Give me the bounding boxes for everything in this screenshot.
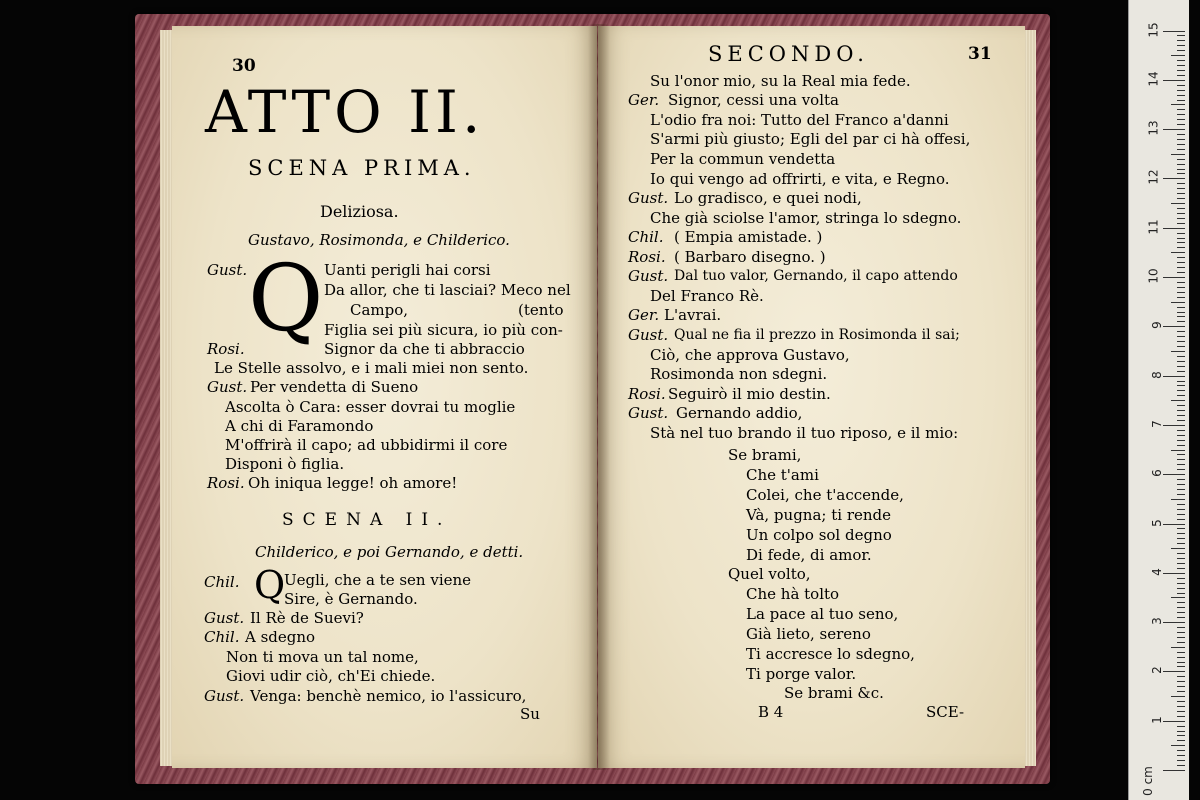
- ruler-tick: [1163, 573, 1185, 574]
- speaker-label: Gust.: [207, 378, 248, 396]
- ruler-number: 14: [1146, 71, 1161, 87]
- ruler-tick: [1177, 666, 1185, 667]
- speaker-label: Rosi.: [207, 340, 245, 358]
- ruler-tick: [1171, 450, 1185, 451]
- ruler-tick: [1177, 223, 1185, 224]
- ruler-tick: [1163, 31, 1185, 32]
- ruler-tick: [1177, 70, 1185, 71]
- ruler-number: 4: [1150, 567, 1165, 576]
- catchword-right: SCE-: [926, 703, 965, 721]
- ruler-tick: [1177, 686, 1185, 687]
- verse-line: ( Barbaro disegno. ): [674, 248, 826, 266]
- speaker-label: Rosi.: [628, 385, 666, 403]
- ruler-number: 10: [1146, 268, 1161, 284]
- ruler-tick: [1171, 203, 1185, 204]
- speaker-label: Gust.: [628, 326, 669, 344]
- speaker-label: Rosi.: [628, 248, 666, 266]
- aria-line: La pace al tuo seno,: [746, 605, 899, 623]
- act-title: ATTO II.: [205, 78, 485, 146]
- verse-line: Lo gradisco, e quei nodi,: [674, 189, 862, 207]
- ruler-tick: [1177, 706, 1185, 707]
- verse-line: Ascolta ò Cara: esser dovrai tu moglie: [225, 398, 516, 416]
- ruler-tick: [1171, 351, 1185, 352]
- ruler-tick: [1177, 583, 1185, 584]
- ruler-tick: [1177, 514, 1185, 515]
- verse-line: Rosimonda non sdegni.: [650, 365, 828, 383]
- ruler-tick: [1177, 65, 1185, 66]
- ruler-tick: [1177, 538, 1185, 539]
- ruler-tick: [1163, 622, 1185, 623]
- ruler-tick: [1177, 242, 1185, 243]
- ruler-tick: [1177, 139, 1185, 140]
- ruler-tick: [1177, 415, 1185, 416]
- ruler-tick: [1177, 735, 1185, 736]
- ruler-tick: [1177, 346, 1185, 347]
- ruler-tick: [1177, 169, 1185, 170]
- verse-line: Che già sciolse l'amor, stringa lo sdegno.: [650, 209, 962, 227]
- verse-line: Il Rè de Suevi?: [250, 609, 364, 627]
- ruler-tick: [1171, 252, 1185, 253]
- ruler-tick: [1177, 558, 1185, 559]
- drop-cap-q-small: Q: [254, 563, 286, 607]
- ruler-tick: [1163, 129, 1185, 130]
- ruler-tick: [1177, 469, 1185, 470]
- ruler-tick: [1177, 459, 1185, 460]
- ruler-tick: [1177, 494, 1185, 495]
- ruler-tick: [1177, 642, 1185, 643]
- ruler-tick: [1177, 208, 1185, 209]
- ruler-tick: [1177, 100, 1185, 101]
- ruler-tick: [1177, 637, 1185, 638]
- ruler-unit: 0 cm: [1141, 766, 1156, 796]
- aria-line: Di fede, di amor.: [746, 546, 872, 564]
- speaker-label: Chil.: [628, 228, 664, 246]
- ruler-tick: [1177, 366, 1185, 367]
- ruler-tick: [1177, 617, 1185, 618]
- ruler-tick: [1171, 696, 1185, 697]
- ruler-tick: [1177, 114, 1185, 115]
- ruler-tick: [1177, 701, 1185, 702]
- speaker-label: Rosi.: [207, 474, 245, 492]
- ruler-tick: [1177, 85, 1185, 86]
- ruler-tick: [1177, 267, 1185, 268]
- ruler-tick: [1177, 740, 1185, 741]
- ruler-tick: [1177, 247, 1185, 248]
- ruler-tick: [1177, 307, 1185, 308]
- setting-label: Deliziosa.: [320, 202, 399, 221]
- ruler-tick: [1177, 188, 1185, 189]
- ruler-tick: [1177, 75, 1185, 76]
- ruler-tick: [1177, 124, 1185, 125]
- ruler-tick: [1177, 632, 1185, 633]
- aria-line: Se brami &c.: [784, 684, 884, 702]
- verse-line: Figlia sei più sicura, io più con-: [324, 321, 563, 339]
- ruler-tick: [1177, 765, 1185, 766]
- ruler-tick: [1171, 104, 1185, 105]
- ruler-tick: [1163, 277, 1185, 278]
- ruler-tick: [1163, 178, 1185, 179]
- ruler-tick: [1171, 499, 1185, 500]
- ruler-tick: [1177, 60, 1185, 61]
- verse-line: Venga: benchè nemico, io l'assicuro,: [250, 687, 527, 705]
- ruler-tick: [1177, 198, 1185, 199]
- ruler-tick: [1177, 602, 1185, 603]
- verse-line: Campo,: [350, 301, 409, 319]
- ruler-tick: [1177, 627, 1185, 628]
- speaker-label: Gust.: [207, 261, 248, 279]
- aria-line: Già lieto, sereno: [746, 625, 871, 643]
- ruler-tick: [1171, 548, 1185, 549]
- ruler-tick: [1171, 55, 1185, 56]
- ruler-tick: [1177, 109, 1185, 110]
- ruler-tick: [1177, 164, 1185, 165]
- ruler-tick: [1177, 578, 1185, 579]
- aria-line: Ti porge valor.: [746, 665, 857, 683]
- verse-line: Da allor, che ti lasciai? Meco nel: [324, 281, 571, 299]
- aria-line: Và, pugna; ti rende: [746, 506, 892, 524]
- ruler-tick: [1177, 297, 1185, 298]
- ruler-tick: [1171, 647, 1185, 648]
- verse-line: Gernando addio,: [676, 404, 803, 422]
- verse-line: Sire, è Gernando.: [284, 590, 418, 608]
- ruler-tick: [1177, 410, 1185, 411]
- ruler-tick: [1177, 504, 1185, 505]
- ruler-tick: [1177, 445, 1185, 446]
- ruler-tick: [1177, 652, 1185, 653]
- ruler-tick: [1171, 302, 1185, 303]
- aria-line: Ti accresce lo sdegno,: [746, 645, 915, 663]
- verse-line: L'odio fra noi: Tutto del Franco a'danni: [650, 111, 949, 129]
- verse-line: Stà nel tuo brando il tuo riposo, e il mio:: [650, 424, 959, 442]
- ruler-tick: [1177, 662, 1185, 663]
- verse-line: Uegli, che a te sen viene: [284, 571, 472, 589]
- ruler-tick: [1177, 149, 1185, 150]
- ruler-number: 6: [1150, 469, 1165, 478]
- ruler-tick: [1177, 193, 1185, 194]
- ruler-tick: [1177, 519, 1185, 520]
- aria-line: Che t'ami: [746, 466, 819, 484]
- signature-mark: B 4: [758, 703, 784, 721]
- aria-line: Un colpo sol degno: [746, 526, 892, 544]
- ruler-tick: [1177, 612, 1185, 613]
- ruler-tick: [1177, 607, 1185, 608]
- ruler-tick: [1177, 341, 1185, 342]
- ruler-tick: [1177, 321, 1185, 322]
- aria-line: Che hà tolto: [746, 585, 840, 603]
- ruler-tick: [1177, 331, 1185, 332]
- ruler-tick: [1163, 376, 1185, 377]
- verse-line: Le Stelle assolvo, e i mali miei non sento.: [214, 359, 529, 377]
- ruler-tick: [1177, 533, 1185, 534]
- scene-two-title: SCENA II.: [282, 510, 452, 530]
- verse-line: S'armi più giusto; Egli del par ci hà offesi,: [650, 130, 971, 148]
- ruler-tick: [1177, 312, 1185, 313]
- ruler-tick: [1177, 282, 1185, 283]
- ruler-tick: [1177, 159, 1185, 160]
- ruler-tick: [1177, 588, 1185, 589]
- ruler-tick: [1177, 183, 1185, 184]
- verse-line: Del Franco Rè.: [650, 287, 764, 305]
- ruler-tick: [1177, 691, 1185, 692]
- ruler-tick: [1177, 336, 1185, 337]
- ruler-tick: [1177, 316, 1185, 317]
- ruler-tick: [1177, 262, 1185, 263]
- ruler-tick: [1177, 509, 1185, 510]
- ruler-tick: [1177, 593, 1185, 594]
- ruler-tick: [1177, 489, 1185, 490]
- speaker-label: Gust.: [628, 267, 669, 285]
- ruler-tick: [1177, 726, 1185, 727]
- ruler-tick: [1177, 755, 1185, 756]
- ruler-tick: [1177, 430, 1185, 431]
- ruler-tick: [1177, 484, 1185, 485]
- ruler-tick: [1177, 681, 1185, 682]
- drop-cap-q: Q: [248, 245, 324, 352]
- ruler-tick: [1177, 395, 1185, 396]
- ruler-tick: [1177, 676, 1185, 677]
- verse-line: Seguirò il mio destin.: [668, 385, 831, 403]
- ruler-tick: [1163, 425, 1185, 426]
- ruler-number: 3: [1150, 617, 1165, 625]
- ruler-number: 8: [1150, 370, 1165, 379]
- ruler-tick: [1177, 371, 1185, 372]
- verse-line: Giovi udir ciò, ch'Ei chiede.: [226, 667, 436, 685]
- ruler-tick: [1171, 597, 1185, 598]
- ruler-number: 11: [1146, 219, 1161, 235]
- ruler-tick: [1163, 770, 1185, 771]
- aria-line: Quel volto,: [728, 565, 811, 583]
- running-head: SECONDO.: [708, 42, 869, 66]
- ruler-tick: [1177, 173, 1185, 174]
- ruler-tick: [1177, 356, 1185, 357]
- ruler-tick: [1171, 154, 1185, 155]
- verse-line: L'avrai.: [664, 306, 722, 324]
- ruler-tick: [1177, 45, 1185, 46]
- ruler-tick: [1177, 528, 1185, 529]
- ruler-tick: [1177, 543, 1185, 544]
- ruler-tick: [1171, 400, 1185, 401]
- verse-line: Dal tuo valor, Gernando, il capo attendo: [674, 268, 958, 284]
- ruler-tick: [1177, 238, 1185, 239]
- ruler-tick: [1177, 292, 1185, 293]
- verse-line: Su l'onor mio, su la Real mia fede.: [650, 72, 911, 90]
- ruler-number: 5: [1150, 518, 1165, 527]
- verse-line: Signor da che ti abbraccio: [324, 340, 525, 358]
- ruler-tick: [1177, 435, 1185, 436]
- ruler-tick: [1177, 272, 1185, 273]
- ruler-tick: [1177, 50, 1185, 51]
- ruler-tick: [1163, 80, 1185, 81]
- ruler-tick: [1177, 218, 1185, 219]
- measuring-ruler: [1128, 0, 1189, 800]
- verse-line: ( Empia amistade. ): [674, 228, 823, 246]
- ruler-tick: [1163, 721, 1185, 722]
- ruler-tick: [1177, 563, 1185, 564]
- ruler-number: 13: [1146, 120, 1161, 136]
- ruler-tick: [1177, 390, 1185, 391]
- verse-line: M'offrirà il capo; ad ubbidirmi il core: [225, 436, 508, 454]
- ruler-number: 15: [1146, 21, 1161, 38]
- speaker-label: Ger.: [628, 91, 660, 109]
- ruler-tick: [1177, 95, 1185, 96]
- characters-line: Gustavo, Rosimonda, e Childerico.: [248, 231, 510, 249]
- aria-line: Se brami,: [728, 446, 802, 464]
- verse-line: Ciò, che approva Gustavo,: [650, 346, 850, 364]
- ruler-tick: [1163, 228, 1185, 229]
- ruler-tick: [1177, 568, 1185, 569]
- aria-line: Colei, che t'accende,: [746, 486, 904, 504]
- speaker-label: Gust.: [204, 609, 245, 627]
- ruler-tick: [1163, 474, 1185, 475]
- verse-line: Io qui vengo ad offrirti, e vita, e Regno.: [650, 170, 950, 188]
- verse-line: Disponi ò figlia.: [225, 455, 345, 473]
- ruler-tick: [1177, 405, 1185, 406]
- ruler-tick: [1163, 524, 1185, 525]
- scene-one-title: SCENA PRIMA.: [248, 156, 476, 180]
- ruler-tick: [1177, 381, 1185, 382]
- ruler-number: 12: [1146, 169, 1161, 186]
- speaker-label: Gust.: [204, 687, 245, 705]
- ruler-tick: [1177, 711, 1185, 712]
- verse-line: A sdegno: [245, 628, 316, 646]
- speaker-label: Gust.: [628, 404, 669, 422]
- ruler-tick: [1177, 385, 1185, 386]
- ruler-tick: [1171, 745, 1185, 746]
- ruler-tick: [1177, 731, 1185, 732]
- speaker-label: Chil.: [204, 628, 240, 646]
- ruler-tick: [1177, 553, 1185, 554]
- ruler-tick: [1177, 35, 1185, 36]
- ruler-tick: [1177, 454, 1185, 455]
- ruler-tick: [1177, 479, 1185, 480]
- left-page-number: 30: [232, 56, 256, 76]
- ruler-tick: [1177, 760, 1185, 761]
- ruler-tick: [1177, 464, 1185, 465]
- ruler-tick: [1177, 287, 1185, 288]
- ruler-tick: [1177, 657, 1185, 658]
- ruler-tick: [1177, 119, 1185, 120]
- ruler-tick: [1177, 257, 1185, 258]
- verse-line: Uanti perigli hai corsi: [324, 261, 491, 279]
- ruler-tick: [1177, 361, 1185, 362]
- ruler-tick: [1177, 420, 1185, 421]
- verse-line: Per la commun vendetta: [650, 150, 836, 168]
- speaker-label: Ger.: [628, 306, 660, 324]
- catchword-left: Su: [520, 705, 540, 723]
- speaker-label: Chil.: [204, 573, 240, 591]
- ruler-number: 9: [1150, 321, 1165, 330]
- ruler-tick: [1177, 90, 1185, 91]
- verse-line: Non ti mova un tal nome,: [226, 648, 419, 666]
- ruler-tick: [1177, 233, 1185, 234]
- speaker-label: Gust.: [628, 189, 669, 207]
- ruler-tick: [1163, 671, 1185, 672]
- ruler-number: 2: [1150, 666, 1165, 675]
- ruler-number: 7: [1150, 420, 1165, 428]
- verse-line: Per vendetta di Sueno: [250, 378, 419, 396]
- ruler-tick: [1177, 440, 1185, 441]
- ruler-tick: [1177, 144, 1185, 145]
- verse-line: Oh iniqua legge! oh amore!: [248, 474, 458, 492]
- verse-line: Qual ne fia il prezzo in Rosimonda il sai;: [674, 327, 960, 343]
- ruler-tick: [1177, 134, 1185, 135]
- right-page-number: 31: [968, 44, 992, 64]
- ruler-tick: [1163, 326, 1185, 327]
- verse-line: Signor, cessi una volta: [668, 91, 839, 109]
- spine-gutter: [588, 24, 610, 770]
- ruler-tick: [1177, 213, 1185, 214]
- scene-two-characters: Childerico, e poi Gernando, e detti.: [255, 543, 524, 561]
- verse-line: A chi di Faramondo: [225, 417, 374, 435]
- ruler-number: 1: [1150, 715, 1165, 724]
- ruler-tick: [1177, 716, 1185, 717]
- ruler-tick: [1177, 40, 1185, 41]
- verse-line: (tento: [518, 301, 564, 319]
- ruler-tick: [1177, 750, 1185, 751]
